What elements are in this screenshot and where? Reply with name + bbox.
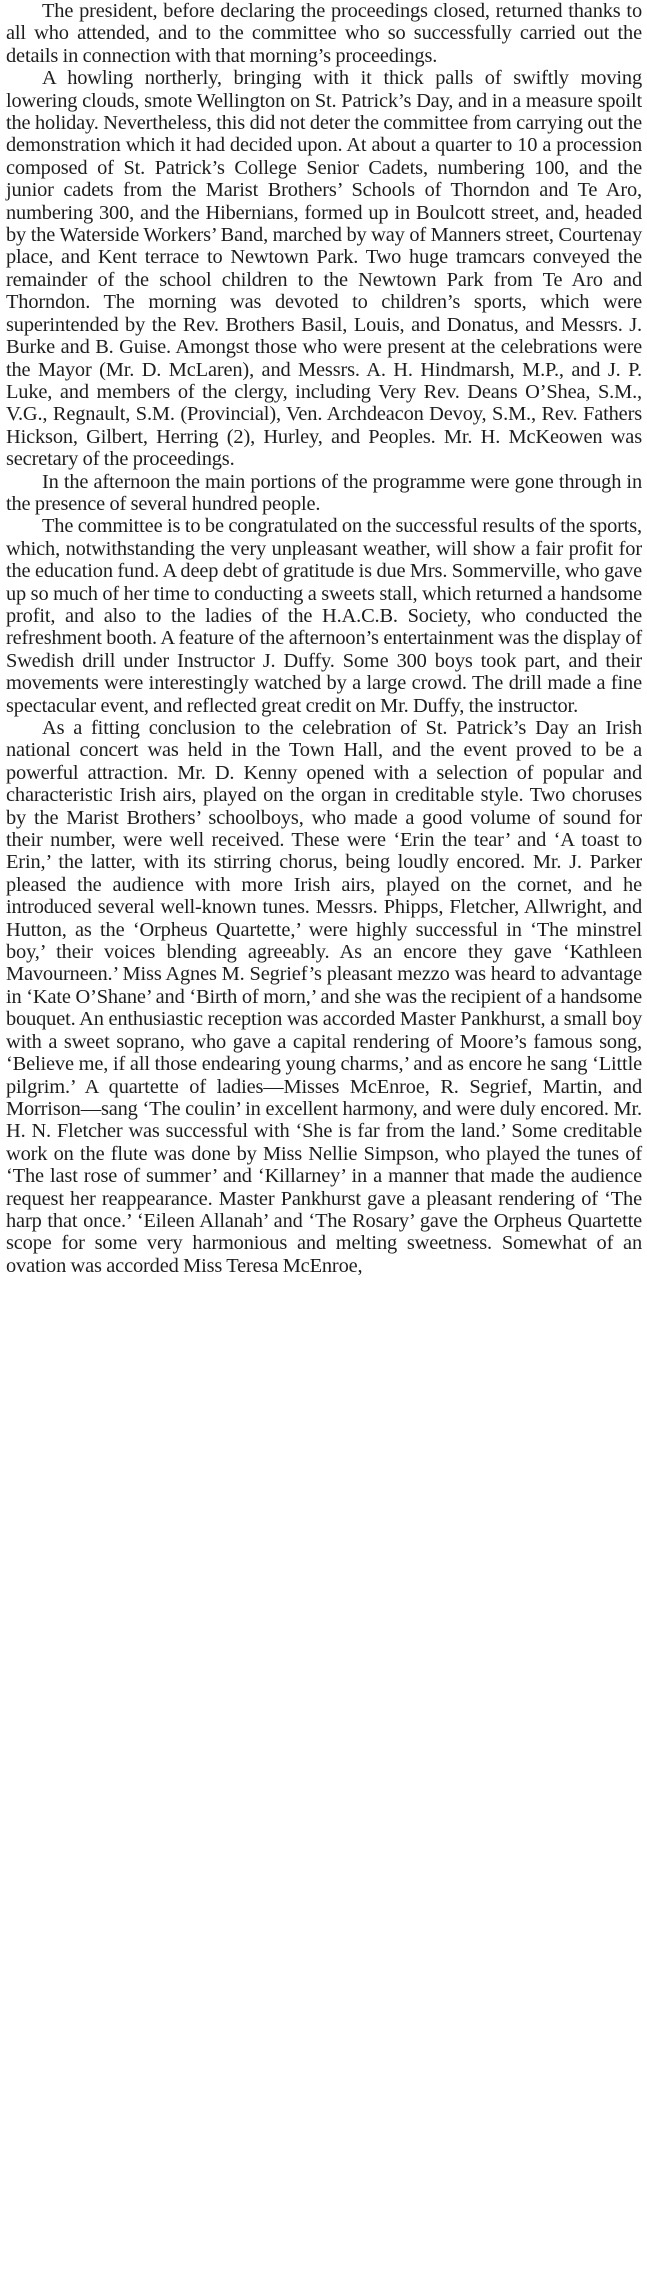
- paragraph-afternoon-programme: In the afternoon the main portions of the programme were gone through in the presence of several hundred people.: [6, 470, 642, 515]
- paragraph-procession: A howling northerly, bringing with it thick palls of swiftly moving lowering clouds, smote Wellington on St. Patrick’s Day, and in a measure spoilt the holiday. Nevertheless, this did not deter the committee from carrying out the demonstration which it had decided upon. At about a quarter to 10 a procession composed of St. Patrick’s College Senior Cadets, numbering 100, and the junior cadets from the Marist Brothers’ Schools of Thorndon and Te Aro, numbering 300, and the Hibernians, formed up in Boulcott street, and, headed by the Waterside Workers’ Band, marched by way of Manners street, Courtenay place, and Kent terrace to Newtown Park. Two huge tramcars conveyed the remainder of the school children to the Newtown Park from Te Aro and Thorndon. The morning was devoted to children’s sports, which were superintended by the Rev. Brothers Basil, Louis, and Donatus, and Messrs. J. Burke and B. Guise. Amongst those who were present at the celebrations were the Mayor (Mr. D. McLaren), and Messrs. A. H. Hindmarsh, M.P., and J. P. Luke, and members of the clergy, including Very Rev. Deans O’Shea, S.M., V.G., Regnault, S.M. (Provincial), Ven. Archdeacon Devoy, S.M., Rev. Fathers Hickson, Gilbert, Herring (2), Hurley, and Peoples. Mr. H. McKeowen was secretary of the proceedings.: [6, 67, 642, 471]
- paragraph-closing-remarks: The president, before declaring the proceedings closed, returned thanks to all who attended, and to the committee who so successfully carried out the details in connection with that morning’s proceedings.: [6, 0, 642, 67]
- paragraph-irish-concert: As a fitting conclusion to the celebration of St. Patrick’s Day an Irish national concert was held in the Town Hall, and the event proved to be a powerful attraction. Mr. D. Kenny opened with a selection of popular and characteristic Irish airs, played on the organ in creditable style. Two choruses by the Marist Brothers’ schoolboys, who made a good volume of sound for their number, were well received. These were ‘Erin the tear’ and ‘A toast to Erin,’ the latter, with its stirring chorus, being loudly encored. Mr. J. Parker pleased the audience with more Irish airs, played on the cornet, and he introduced several well-known tunes. Messrs. Phipps, Fletcher, Allwright, and Hutton, as the ‘Orpheus Quartette,’ were highly successful in ‘The minstrel boy,’ their voices blending agreeably. As an encore they gave ‘Kathleen Mavourneen.’ Miss Agnes M. Segrief’s pleasant mezzo was heard to advantage in ‘Kate O’Shane’ and ‘Birth of morn,’ and she was the recipient of a handsome bouquet. An enthusiastic reception was accorded Master Pankhurst, a small boy with a sweet soprano, who gave a capital rendering of Moore’s famous song, ‘Believe me, if all those endearing young charms,’ and as encore he sang ‘Little pilgrim.’ A quartette of ladies—Misses McEnroe, R. Segrief, Martin, and Morrison—sang ‘The coulin’ in excellent harmony, and were duly encored. Mr. H. N. Fletcher was successful with ‘She is far from the land.’ Some creditable work on the flute was done by Miss Nellie Simpson, who played the tunes of ‘The last rose of summer’ and ‘Killarney’ in a manner that made the audience request her reappearance. Master Pankhurst gave a pleasant rendering of ‘The harp that once.’ ‘Eileen Allanah’ and ‘The Rosary’ gave the Orpheus Quartette scope for some very harmonious and melting sweetness. Somewhat of an ovation was accorded Miss Teresa McEnroe,: [6, 717, 642, 1277]
- article-column: [6, 0, 642, 1277]
- paragraph-sports-results: The committee is to be congratulated on the successful results of the sports, which, notwithstanding the very unpleasant weather, will show a fair profit for the education fund. A deep debt of gratitude is due Mrs. Sommerville, who gave up so much of her time to conducting a sweets stall, which returned a handsome profit, and also to the ladies of the H.A.C.B. Society, who conducted the refreshment booth. A feature of the afternoon’s entertainment was the display of Swedish drill under Instructor J. Duffy. Some 300 boys took part, and their movements were interestingly watched by a large crowd. The drill made a fine spectacular event, and reflected great credit on Mr. Duffy, the instructor.: [6, 515, 642, 717]
